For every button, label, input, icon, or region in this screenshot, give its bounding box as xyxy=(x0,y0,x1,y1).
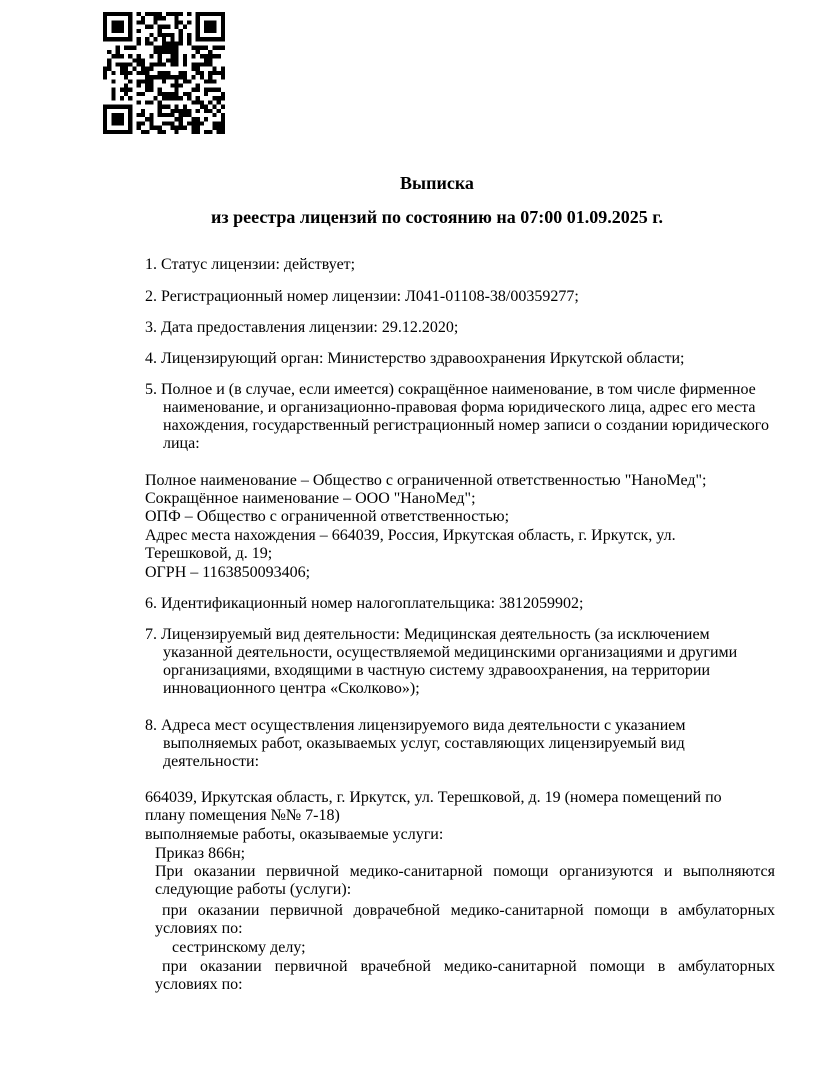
qr-code xyxy=(103,12,225,134)
item-reg-number: 2. Регистрационный номер лицензии: Л041-01108-38/00359277; xyxy=(145,288,579,305)
item-date: 3. Дата предоставления лицензии: 29.12.2020; xyxy=(145,319,459,336)
nursing-text: сестринскому делу; xyxy=(172,939,306,956)
premed-care-text: при оказании первичной врачебной медико-санитарной помощи в амбулаторных условиях по: xyxy=(155,958,775,993)
item-authority: 4. Лицензирующий орган: Министерство здравоохранения Иркутской области; xyxy=(145,350,685,367)
org-full-name: Полное наименование – Общество с ограниченной ответственностью "НаноМед"; xyxy=(145,472,707,489)
org-opf: ОПФ – Общество с ограниченной ответственностью; xyxy=(145,508,510,525)
order-ref: Приказ 866н; xyxy=(155,845,246,862)
primary-care-text: При оказании первичной медико-санитарной помощи организуются и выполняются следующие работы (услуги): xyxy=(155,863,775,898)
org-address: Адрес места нахождения – 664039, Россия, Иркутская область, г. Иркутск, ул. Терешковой, д. 19; xyxy=(145,527,676,562)
document-title: Выписка xyxy=(400,173,474,193)
item-places-heading: 8. Адреса мест осуществления лицензируемого вида деятельности с указанием выполняемых работ, оказываемых услуг, составляющих лицензируемый вид деятельности: xyxy=(145,717,686,770)
org-ogrn: ОГРН – 1163850093406; xyxy=(145,564,311,581)
works-label: выполняемые работы, оказываемые услуги: xyxy=(145,826,444,843)
item-inn: 6. Идентификационный номер налогоплательщика: 3812059902; xyxy=(145,595,584,612)
item-activity: 7. Лицензируемый вид деятельности: Медицинская деятельность (за исключением указанной деятельности, осуществляемой медицинскими организациями и другими организациями, входящими в частную систему здравоохранения, на территории инновационного центра «Сколково»); xyxy=(145,626,738,697)
org-short-name: Сокращённое наименование – ООО "НаноМед"; xyxy=(145,490,476,507)
item-status: 1. Статус лицензии: действует; xyxy=(145,256,356,273)
prepremed-care-text: при оказании первичной доврачебной медико-санитарной помощи в амбулаторных условиях по: xyxy=(155,902,775,937)
place-address: 664039, Иркутская область, г. Иркутск, ул. Терешковой, д. 19 (номера помещений по плану помещения №№ 7-18) xyxy=(145,789,722,824)
document-subtitle: из реестра лицензий по состоянию на 07:00 01.09.2025 г. xyxy=(211,207,663,227)
item-name-heading: 5. Полное и (в случае, если имеется) сокращённое наименование, в том числе фирменное наименование, и организационно-правовая форма юридического лица, адрес его места нахождения, государственный регистрационный номер записи о создании юридического лица: xyxy=(145,381,769,452)
